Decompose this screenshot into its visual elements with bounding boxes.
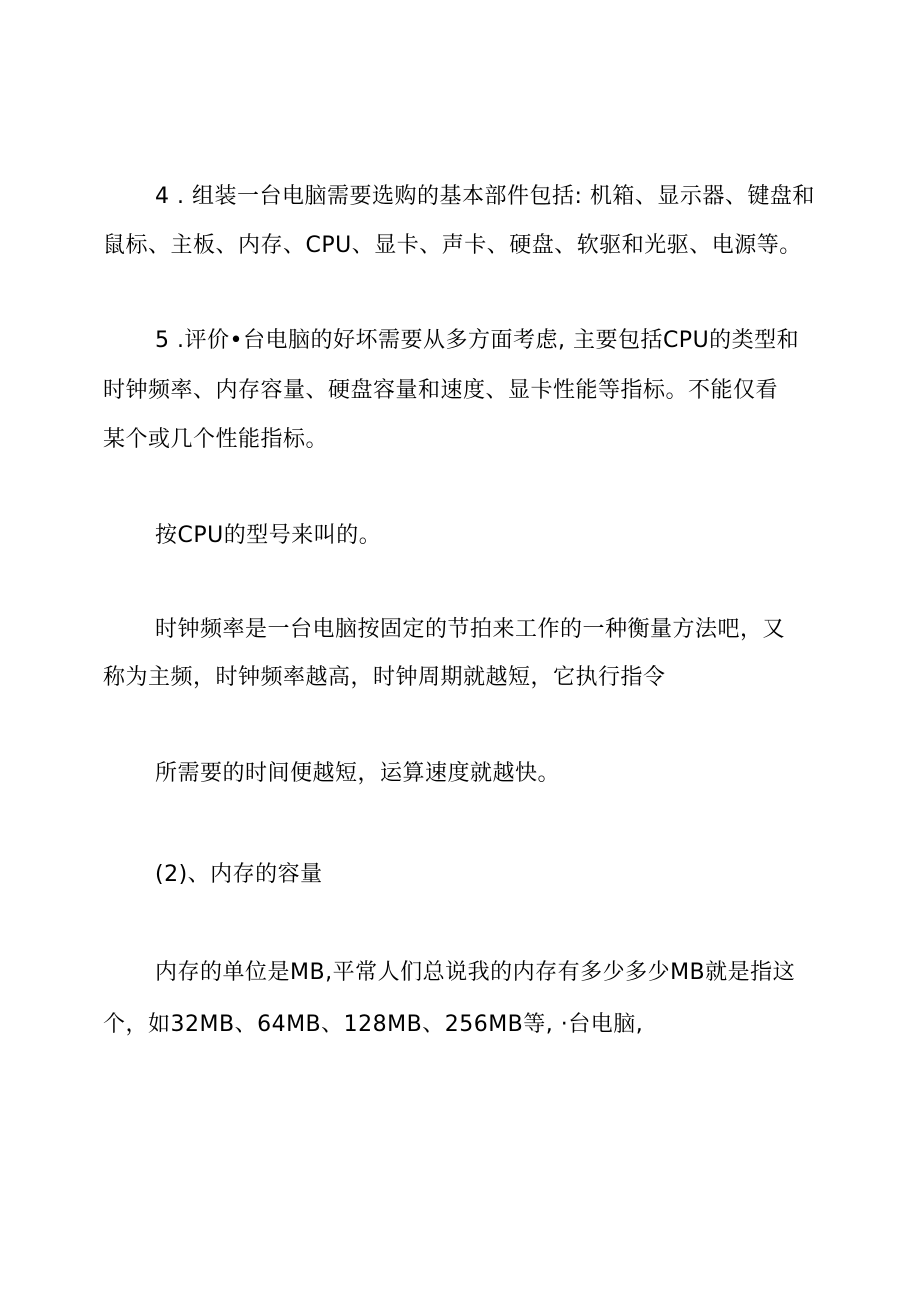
clock-frequency-line-1: 时钟频率是一台电脑按固定的节拍来工作的一种衡量方法吧，又	[155, 617, 786, 642]
clock-frequency-cont-line: 所需要的时间便越短，运算速度就越快。	[155, 761, 561, 786]
memory-unit-line-1: 内存的单位是MB,平常人们总说我的内存有多少多少MB就是指这	[155, 960, 796, 985]
item-5-line-1: 5 .评价•台电脑的好坏需要从多方面考虑, 主要包括CPU的类型和	[155, 328, 800, 353]
item-5-line-3: 某个或几个性能指标。	[103, 427, 329, 452]
item-4-line-1: 4 . 组装一台电脑需要选购的基本部件包括: 机箱、显示器、键盘和	[155, 184, 815, 209]
item-4-line-2: 鼠标、主板、内存、CPU、显卡、声卡、硬盘、软驱和光驱、电源等。	[103, 233, 802, 258]
item-5-line-2: 时钟频率、内存容量、硬盘容量和速度、显卡性能等指标。不能仅看	[103, 378, 779, 403]
clock-frequency-line-2: 称为主频，时钟频率越高，时钟周期就越短，它执行指令	[103, 665, 666, 690]
cpu-model-line: 按CPU的型号来叫的。	[155, 523, 382, 548]
memory-heading: (2)、内存的容量	[155, 862, 323, 887]
memory-unit-line-2: 个，如32MB、64MB、128MB、256MB等, ·台电脑,	[103, 1012, 644, 1037]
